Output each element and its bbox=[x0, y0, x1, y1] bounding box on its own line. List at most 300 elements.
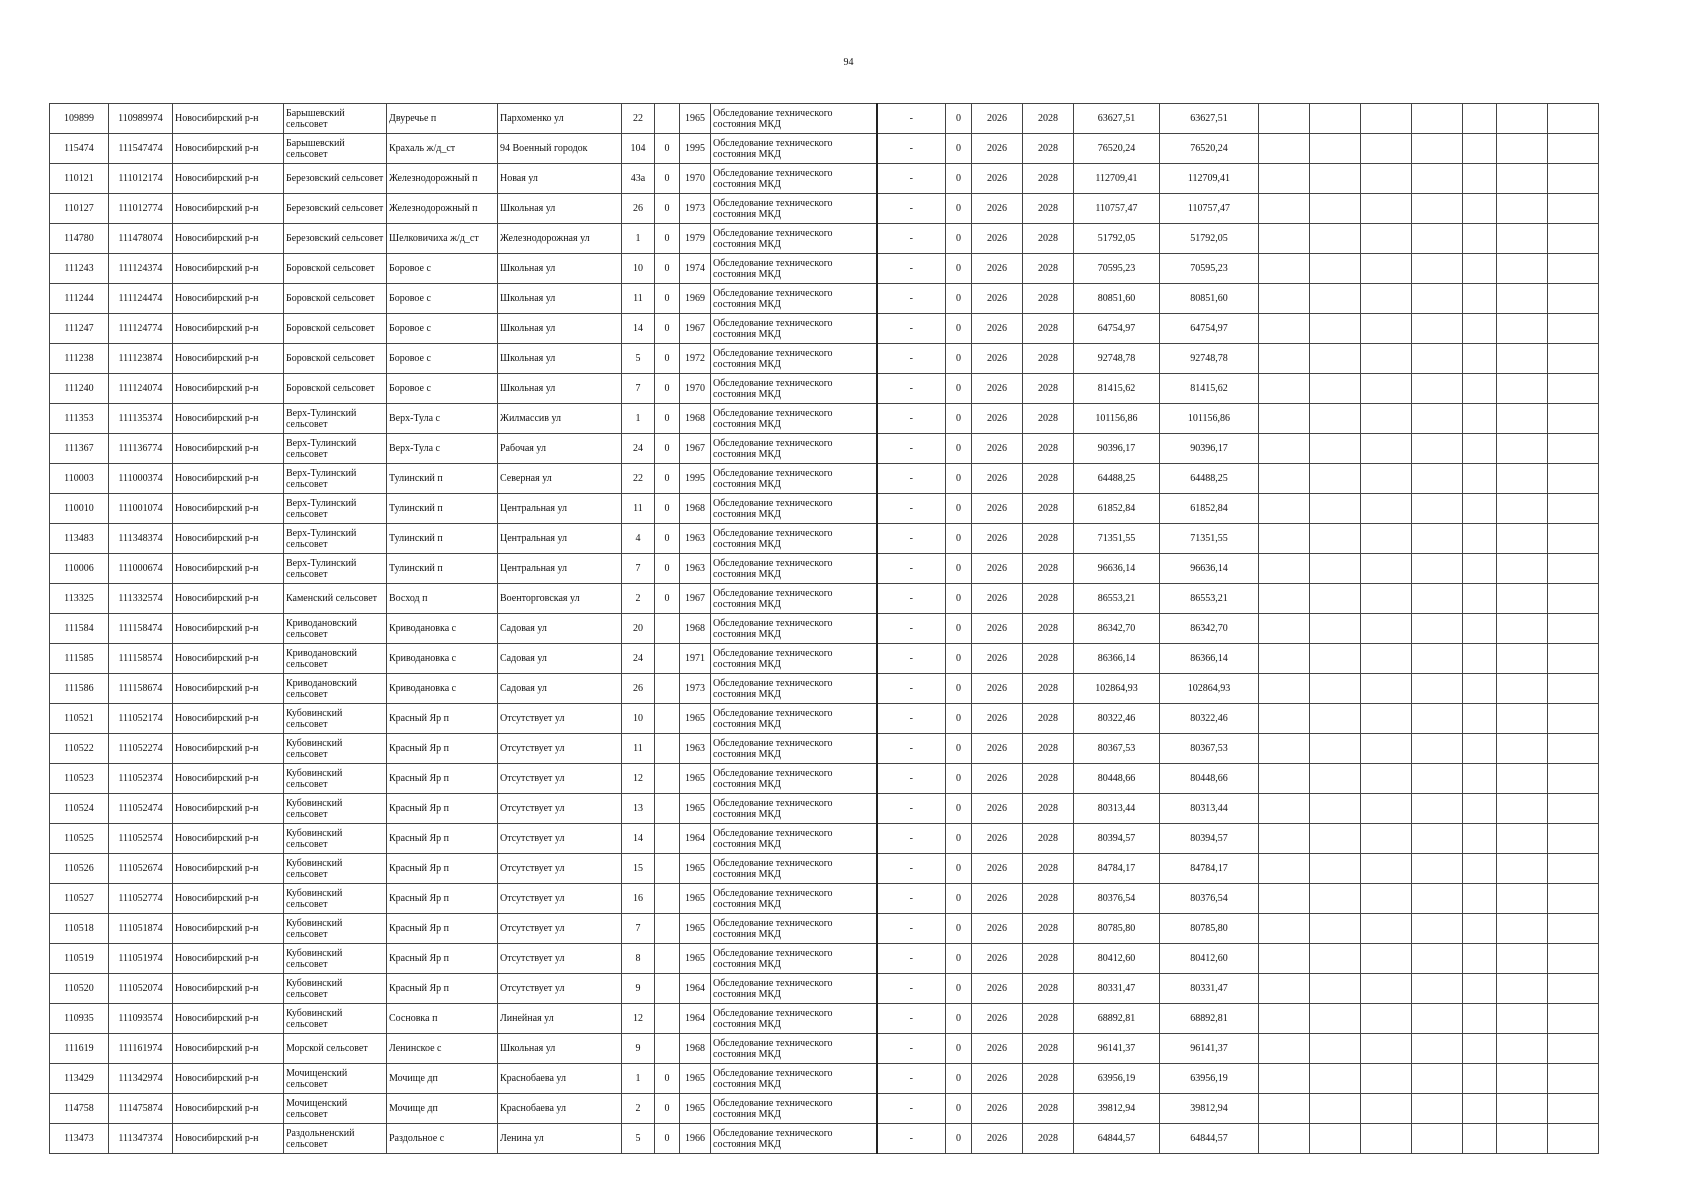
cell-corpus: 0 bbox=[655, 344, 680, 374]
cell-work-type: Обследование технического состояния МКД bbox=[711, 644, 877, 674]
cell-empty bbox=[1463, 494, 1497, 524]
cell-cost: 96141,37 bbox=[1074, 1034, 1160, 1064]
cell-total: 102864,93 bbox=[1160, 674, 1259, 704]
cell-street: 94 Военный городок bbox=[498, 134, 622, 164]
cell-year: 1963 bbox=[680, 524, 711, 554]
cell-empty bbox=[1548, 1064, 1599, 1094]
cell-work-type: Обследование технического состояния МКД bbox=[711, 134, 877, 164]
table-row bbox=[50, 1094, 1599, 1124]
cell-corpus: 0 bbox=[655, 554, 680, 584]
cell-empty bbox=[1412, 614, 1463, 644]
cell-year-end: 2028 bbox=[1023, 1124, 1074, 1154]
cell-empty bbox=[1548, 1034, 1599, 1064]
cell-empty bbox=[1548, 1124, 1599, 1154]
cell-zero: 0 bbox=[946, 194, 972, 224]
cell-work-type: Обследование технического состояния МКД bbox=[711, 314, 877, 344]
cell-empty bbox=[1259, 704, 1310, 734]
cell-code: 111475874 bbox=[109, 1094, 173, 1124]
table-row bbox=[50, 464, 1599, 494]
cell-work-type: Обследование технического состояния МКД bbox=[711, 404, 877, 434]
cell-corpus: 0 bbox=[655, 494, 680, 524]
cell-empty bbox=[1310, 794, 1361, 824]
cell-settlement: Березовский сельсовет bbox=[284, 224, 387, 254]
cell-total: 80412,60 bbox=[1160, 944, 1259, 974]
cell-empty bbox=[1361, 434, 1412, 464]
cell-empty bbox=[1310, 314, 1361, 344]
cell-empty bbox=[1259, 914, 1310, 944]
cell-code: 111052674 bbox=[109, 854, 173, 884]
cell-locality: Железнодорожный п bbox=[387, 194, 498, 224]
cell-corpus: 0 bbox=[655, 434, 680, 464]
cell-corpus bbox=[655, 104, 680, 134]
cell-zero: 0 bbox=[946, 104, 972, 134]
cell-work-type: Обследование технического состояния МКД bbox=[711, 554, 877, 584]
cell-district: Новосибирский р-н bbox=[173, 974, 284, 1004]
cell-year: 1964 bbox=[680, 974, 711, 1004]
cell-cost: 81415,62 bbox=[1074, 374, 1160, 404]
cell-empty bbox=[1548, 434, 1599, 464]
cell-settlement: Березовский сельсовет bbox=[284, 194, 387, 224]
cell-district: Новосибирский р-н bbox=[173, 764, 284, 794]
cell-empty bbox=[1310, 614, 1361, 644]
cell-empty bbox=[1361, 764, 1412, 794]
cell-id: 113325 bbox=[50, 584, 109, 614]
cell-locality: Боровое с bbox=[387, 254, 498, 284]
cell-house: 12 bbox=[622, 1004, 655, 1034]
cell-code: 111052374 bbox=[109, 764, 173, 794]
cell-id: 114758 bbox=[50, 1094, 109, 1124]
cell-year: 1965 bbox=[680, 854, 711, 884]
cell-year-end: 2028 bbox=[1023, 104, 1074, 134]
cell-zero: 0 bbox=[946, 734, 972, 764]
cell-empty bbox=[1361, 614, 1412, 644]
cell-empty bbox=[1259, 554, 1310, 584]
cell-empty bbox=[1259, 374, 1310, 404]
cell-empty bbox=[1361, 704, 1412, 734]
cell-settlement: Боровской сельсовет bbox=[284, 284, 387, 314]
cell-year: 1995 bbox=[680, 464, 711, 494]
cell-total: 86366,14 bbox=[1160, 644, 1259, 674]
cell-locality: Красный Яр п bbox=[387, 974, 498, 1004]
cell-street: Военторговская ул bbox=[498, 584, 622, 614]
cell-locality: Красный Яр п bbox=[387, 704, 498, 734]
cell-year: 1965 bbox=[680, 704, 711, 734]
cell-empty bbox=[1361, 644, 1412, 674]
cell-year-start: 2026 bbox=[972, 794, 1023, 824]
cell-empty bbox=[1497, 404, 1548, 434]
cell-settlement: Березовский сельсовет bbox=[284, 164, 387, 194]
cell-empty bbox=[1259, 824, 1310, 854]
cell-cost: 64844,57 bbox=[1074, 1124, 1160, 1154]
cell-district: Новосибирский р-н bbox=[173, 554, 284, 584]
cell-settlement: Морской сельсовет bbox=[284, 1034, 387, 1064]
cell-year-end: 2028 bbox=[1023, 674, 1074, 704]
cell-year: 1964 bbox=[680, 1004, 711, 1034]
cell-total: 86342,70 bbox=[1160, 614, 1259, 644]
table-row bbox=[50, 194, 1599, 224]
cell-total: 61852,84 bbox=[1160, 494, 1259, 524]
cell-empty bbox=[1497, 1124, 1548, 1154]
cell-year-end: 2028 bbox=[1023, 584, 1074, 614]
cell-empty bbox=[1310, 1004, 1361, 1034]
cell-cost: 80376,54 bbox=[1074, 884, 1160, 914]
table-row bbox=[50, 284, 1599, 314]
cell-year: 1973 bbox=[680, 674, 711, 704]
cell-empty bbox=[1310, 974, 1361, 1004]
cell-empty bbox=[1412, 434, 1463, 464]
cell-code: 111124074 bbox=[109, 374, 173, 404]
cell-total: 80851,60 bbox=[1160, 284, 1259, 314]
cell-empty bbox=[1463, 374, 1497, 404]
cell-empty bbox=[1463, 524, 1497, 554]
cell-year: 1965 bbox=[680, 764, 711, 794]
cell-empty bbox=[1548, 314, 1599, 344]
cell-settlement: Мочищенский сельсовет bbox=[284, 1094, 387, 1124]
cell-empty bbox=[1463, 404, 1497, 434]
cell-total: 63627,51 bbox=[1160, 104, 1259, 134]
cell-street: Отсутствует ул bbox=[498, 944, 622, 974]
cell-corpus: 0 bbox=[655, 1064, 680, 1094]
cell-year-start: 2026 bbox=[972, 944, 1023, 974]
cell-code: 111012774 bbox=[109, 194, 173, 224]
cell-year: 1979 bbox=[680, 224, 711, 254]
cell-street: Отсутствует ул bbox=[498, 734, 622, 764]
cell-empty bbox=[1548, 974, 1599, 1004]
cell-code: 111547474 bbox=[109, 134, 173, 164]
cell-empty bbox=[1361, 464, 1412, 494]
cell-empty bbox=[1259, 854, 1310, 884]
cell-empty bbox=[1463, 884, 1497, 914]
cell-code: 111012174 bbox=[109, 164, 173, 194]
cell-year-end: 2028 bbox=[1023, 1094, 1074, 1124]
cell-empty bbox=[1259, 164, 1310, 194]
cell-dash: - bbox=[877, 704, 946, 734]
cell-zero: 0 bbox=[946, 614, 972, 644]
cell-year: 1969 bbox=[680, 284, 711, 314]
cell-empty bbox=[1497, 344, 1548, 374]
cell-settlement: Барышевский сельсовет bbox=[284, 134, 387, 164]
cell-empty bbox=[1310, 524, 1361, 554]
table-row bbox=[50, 854, 1599, 884]
cell-house: 14 bbox=[622, 314, 655, 344]
cell-dash: - bbox=[877, 314, 946, 344]
cell-dash: - bbox=[877, 734, 946, 764]
cell-year: 1970 bbox=[680, 374, 711, 404]
cell-year-end: 2028 bbox=[1023, 974, 1074, 1004]
cell-house: 7 bbox=[622, 374, 655, 404]
cell-year-start: 2026 bbox=[972, 644, 1023, 674]
cell-total: 101156,86 bbox=[1160, 404, 1259, 434]
cell-cost: 63627,51 bbox=[1074, 104, 1160, 134]
cell-zero: 0 bbox=[946, 944, 972, 974]
cell-empty bbox=[1310, 194, 1361, 224]
cell-zero: 0 bbox=[946, 974, 972, 1004]
cell-house: 5 bbox=[622, 344, 655, 374]
cell-empty bbox=[1497, 734, 1548, 764]
cell-empty bbox=[1497, 1064, 1548, 1094]
cell-house: 24 bbox=[622, 434, 655, 464]
table-row bbox=[50, 974, 1599, 1004]
cell-street: Школьная ул bbox=[498, 194, 622, 224]
cell-empty bbox=[1310, 254, 1361, 284]
cell-zero: 0 bbox=[946, 224, 972, 254]
cell-dash: - bbox=[877, 1064, 946, 1094]
cell-street: Отсутствует ул bbox=[498, 764, 622, 794]
cell-total: 84784,17 bbox=[1160, 854, 1259, 884]
cell-settlement: Криводановский сельсовет bbox=[284, 674, 387, 704]
cell-settlement: Кубовинский сельсовет bbox=[284, 794, 387, 824]
cell-year-start: 2026 bbox=[972, 1094, 1023, 1124]
table-row bbox=[50, 614, 1599, 644]
cell-cost: 92748,78 bbox=[1074, 344, 1160, 374]
cell-cost: 80331,47 bbox=[1074, 974, 1160, 1004]
cell-empty bbox=[1497, 614, 1548, 644]
cell-empty bbox=[1259, 1004, 1310, 1034]
cell-settlement: Раздольненский сельсовет bbox=[284, 1124, 387, 1154]
cell-dash: - bbox=[877, 914, 946, 944]
cell-empty bbox=[1259, 104, 1310, 134]
cell-empty bbox=[1361, 584, 1412, 614]
cell-street: Ленина ул bbox=[498, 1124, 622, 1154]
cell-empty bbox=[1497, 464, 1548, 494]
cell-empty bbox=[1497, 494, 1548, 524]
cell-year-start: 2026 bbox=[972, 1124, 1023, 1154]
cell-empty bbox=[1310, 554, 1361, 584]
cell-id: 110121 bbox=[50, 164, 109, 194]
cell-locality: Криводановка с bbox=[387, 674, 498, 704]
cell-empty bbox=[1361, 284, 1412, 314]
cell-corpus: 0 bbox=[655, 224, 680, 254]
cell-year-end: 2028 bbox=[1023, 524, 1074, 554]
cell-year: 1968 bbox=[680, 614, 711, 644]
cell-empty bbox=[1548, 854, 1599, 884]
cell-work-type: Обследование технического состояния МКД bbox=[711, 194, 877, 224]
cell-street: Центральная ул bbox=[498, 524, 622, 554]
table-row bbox=[50, 644, 1599, 674]
cell-work-type: Обследование технического состояния МКД bbox=[711, 794, 877, 824]
cell-total: 80785,80 bbox=[1160, 914, 1259, 944]
cell-cost: 80785,80 bbox=[1074, 914, 1160, 944]
cell-zero: 0 bbox=[946, 794, 972, 824]
cell-house: 11 bbox=[622, 494, 655, 524]
cell-empty bbox=[1361, 374, 1412, 404]
cell-cost: 51792,05 bbox=[1074, 224, 1160, 254]
cell-locality: Красный Яр п bbox=[387, 734, 498, 764]
cell-dash: - bbox=[877, 824, 946, 854]
cell-empty bbox=[1259, 1124, 1310, 1154]
cell-empty bbox=[1463, 464, 1497, 494]
cell-district: Новосибирский р-н bbox=[173, 1004, 284, 1034]
cell-id: 111353 bbox=[50, 404, 109, 434]
cell-dash: - bbox=[877, 134, 946, 164]
cell-year: 1965 bbox=[680, 944, 711, 974]
cell-total: 64754,97 bbox=[1160, 314, 1259, 344]
cell-street: Новая ул bbox=[498, 164, 622, 194]
cell-house: 2 bbox=[622, 1094, 655, 1124]
cell-empty bbox=[1463, 944, 1497, 974]
cell-year-start: 2026 bbox=[972, 1064, 1023, 1094]
cell-empty bbox=[1361, 1004, 1412, 1034]
cell-empty bbox=[1463, 914, 1497, 944]
cell-id: 110519 bbox=[50, 944, 109, 974]
cell-empty bbox=[1412, 944, 1463, 974]
cell-year-end: 2028 bbox=[1023, 764, 1074, 794]
cell-empty bbox=[1310, 1124, 1361, 1154]
cell-corpus: 0 bbox=[655, 284, 680, 314]
cell-empty bbox=[1548, 704, 1599, 734]
cell-empty bbox=[1259, 794, 1310, 824]
cell-settlement: Криводановский сельсовет bbox=[284, 614, 387, 644]
cell-empty bbox=[1259, 524, 1310, 554]
cell-id: 110935 bbox=[50, 1004, 109, 1034]
cell-street: Школьная ул bbox=[498, 344, 622, 374]
cell-empty bbox=[1412, 344, 1463, 374]
cell-empty bbox=[1548, 224, 1599, 254]
cell-year: 1964 bbox=[680, 824, 711, 854]
cell-street: Отсутствует ул bbox=[498, 914, 622, 944]
cell-empty bbox=[1463, 194, 1497, 224]
cell-cost: 63956,19 bbox=[1074, 1064, 1160, 1094]
cell-empty bbox=[1412, 854, 1463, 884]
cell-empty bbox=[1259, 674, 1310, 704]
cell-year: 1968 bbox=[680, 1034, 711, 1064]
cell-zero: 0 bbox=[946, 854, 972, 884]
cell-empty bbox=[1548, 1004, 1599, 1034]
cell-total: 96636,14 bbox=[1160, 554, 1259, 584]
cell-year: 1974 bbox=[680, 254, 711, 284]
cell-locality: Ленинское с bbox=[387, 1034, 498, 1064]
cell-empty bbox=[1463, 1124, 1497, 1154]
cell-district: Новосибирский р-н bbox=[173, 1094, 284, 1124]
cell-zero: 0 bbox=[946, 764, 972, 794]
cell-empty bbox=[1310, 494, 1361, 524]
cell-zero: 0 bbox=[946, 344, 972, 374]
cell-empty bbox=[1548, 944, 1599, 974]
cell-street: Школьная ул bbox=[498, 374, 622, 404]
cell-work-type: Обследование технического состояния МКД bbox=[711, 164, 877, 194]
cell-year-start: 2026 bbox=[972, 134, 1023, 164]
cell-empty bbox=[1412, 824, 1463, 854]
cell-work-type: Обследование технического состояния МКД bbox=[711, 764, 877, 794]
cell-locality: Боровое с bbox=[387, 344, 498, 374]
cell-dash: - bbox=[877, 494, 946, 524]
cell-year-end: 2028 bbox=[1023, 644, 1074, 674]
cell-year: 1963 bbox=[680, 554, 711, 584]
cell-empty bbox=[1463, 854, 1497, 884]
cell-empty bbox=[1412, 1064, 1463, 1094]
cell-corpus bbox=[655, 644, 680, 674]
cell-locality: Крахаль ж/д_ст bbox=[387, 134, 498, 164]
cell-cost: 86342,70 bbox=[1074, 614, 1160, 644]
cell-empty bbox=[1412, 584, 1463, 614]
cell-work-type: Обследование технического состояния МКД bbox=[711, 914, 877, 944]
cell-year-end: 2028 bbox=[1023, 194, 1074, 224]
cell-empty bbox=[1497, 104, 1548, 134]
cell-empty bbox=[1361, 524, 1412, 554]
cell-id: 111240 bbox=[50, 374, 109, 404]
cell-empty bbox=[1412, 884, 1463, 914]
cell-district: Новосибирский р-н bbox=[173, 104, 284, 134]
cell-house: 12 bbox=[622, 764, 655, 794]
table-row bbox=[50, 944, 1599, 974]
cell-empty bbox=[1412, 644, 1463, 674]
cell-dash: - bbox=[877, 254, 946, 284]
cell-zero: 0 bbox=[946, 164, 972, 194]
cell-work-type: Обследование технического состояния МКД bbox=[711, 1094, 877, 1124]
cell-cost: 110757,47 bbox=[1074, 194, 1160, 224]
cell-zero: 0 bbox=[946, 1034, 972, 1064]
cell-corpus bbox=[655, 734, 680, 764]
cell-zero: 0 bbox=[946, 254, 972, 284]
cell-empty bbox=[1259, 644, 1310, 674]
table-row bbox=[50, 584, 1599, 614]
cell-id: 111244 bbox=[50, 284, 109, 314]
cell-corpus: 0 bbox=[655, 584, 680, 614]
cell-id: 111247 bbox=[50, 314, 109, 344]
cell-empty bbox=[1259, 494, 1310, 524]
cell-empty bbox=[1497, 134, 1548, 164]
cell-work-type: Обследование технического состояния МКД bbox=[711, 344, 877, 374]
cell-empty bbox=[1310, 644, 1361, 674]
table-row bbox=[50, 884, 1599, 914]
cell-settlement: Верх-Тулинский сельсовет bbox=[284, 464, 387, 494]
cell-empty bbox=[1548, 554, 1599, 584]
cell-empty bbox=[1463, 824, 1497, 854]
cell-district: Новосибирский р-н bbox=[173, 584, 284, 614]
cell-empty bbox=[1548, 824, 1599, 854]
cell-cost: 39812,94 bbox=[1074, 1094, 1160, 1124]
cell-empty bbox=[1548, 344, 1599, 374]
cell-code: 111478074 bbox=[109, 224, 173, 254]
cell-street: Школьная ул bbox=[498, 284, 622, 314]
cell-empty bbox=[1361, 854, 1412, 884]
cell-year-start: 2026 bbox=[972, 524, 1023, 554]
cell-empty bbox=[1361, 884, 1412, 914]
cell-empty bbox=[1361, 254, 1412, 284]
cell-empty bbox=[1310, 584, 1361, 614]
cell-year: 1965 bbox=[680, 794, 711, 824]
cell-street: Жилмассив ул bbox=[498, 404, 622, 434]
cell-cost: 80851,60 bbox=[1074, 284, 1160, 314]
cell-empty bbox=[1463, 704, 1497, 734]
cell-cost: 61852,84 bbox=[1074, 494, 1160, 524]
cell-dash: - bbox=[877, 284, 946, 314]
cell-locality: Верх-Тула с bbox=[387, 404, 498, 434]
cell-empty bbox=[1548, 794, 1599, 824]
cell-total: 63956,19 bbox=[1160, 1064, 1259, 1094]
cell-zero: 0 bbox=[946, 314, 972, 344]
table-row bbox=[50, 164, 1599, 194]
cell-empty bbox=[1259, 284, 1310, 314]
cell-street: Садовая ул bbox=[498, 644, 622, 674]
table-row bbox=[50, 824, 1599, 854]
cell-locality: Красный Яр п bbox=[387, 764, 498, 794]
cell-empty bbox=[1310, 134, 1361, 164]
cell-year-end: 2028 bbox=[1023, 434, 1074, 464]
cell-year-start: 2026 bbox=[972, 1034, 1023, 1064]
table-row bbox=[50, 224, 1599, 254]
cell-year: 1965 bbox=[680, 914, 711, 944]
cell-house: 13 bbox=[622, 794, 655, 824]
cell-cost: 96636,14 bbox=[1074, 554, 1160, 584]
cell-id: 114780 bbox=[50, 224, 109, 254]
cell-empty bbox=[1497, 674, 1548, 704]
cell-cost: 68892,81 bbox=[1074, 1004, 1160, 1034]
cell-year-end: 2028 bbox=[1023, 734, 1074, 764]
cell-total: 68892,81 bbox=[1160, 1004, 1259, 1034]
cell-year-end: 2028 bbox=[1023, 344, 1074, 374]
cell-work-type: Обследование технического состояния МКД bbox=[711, 584, 877, 614]
